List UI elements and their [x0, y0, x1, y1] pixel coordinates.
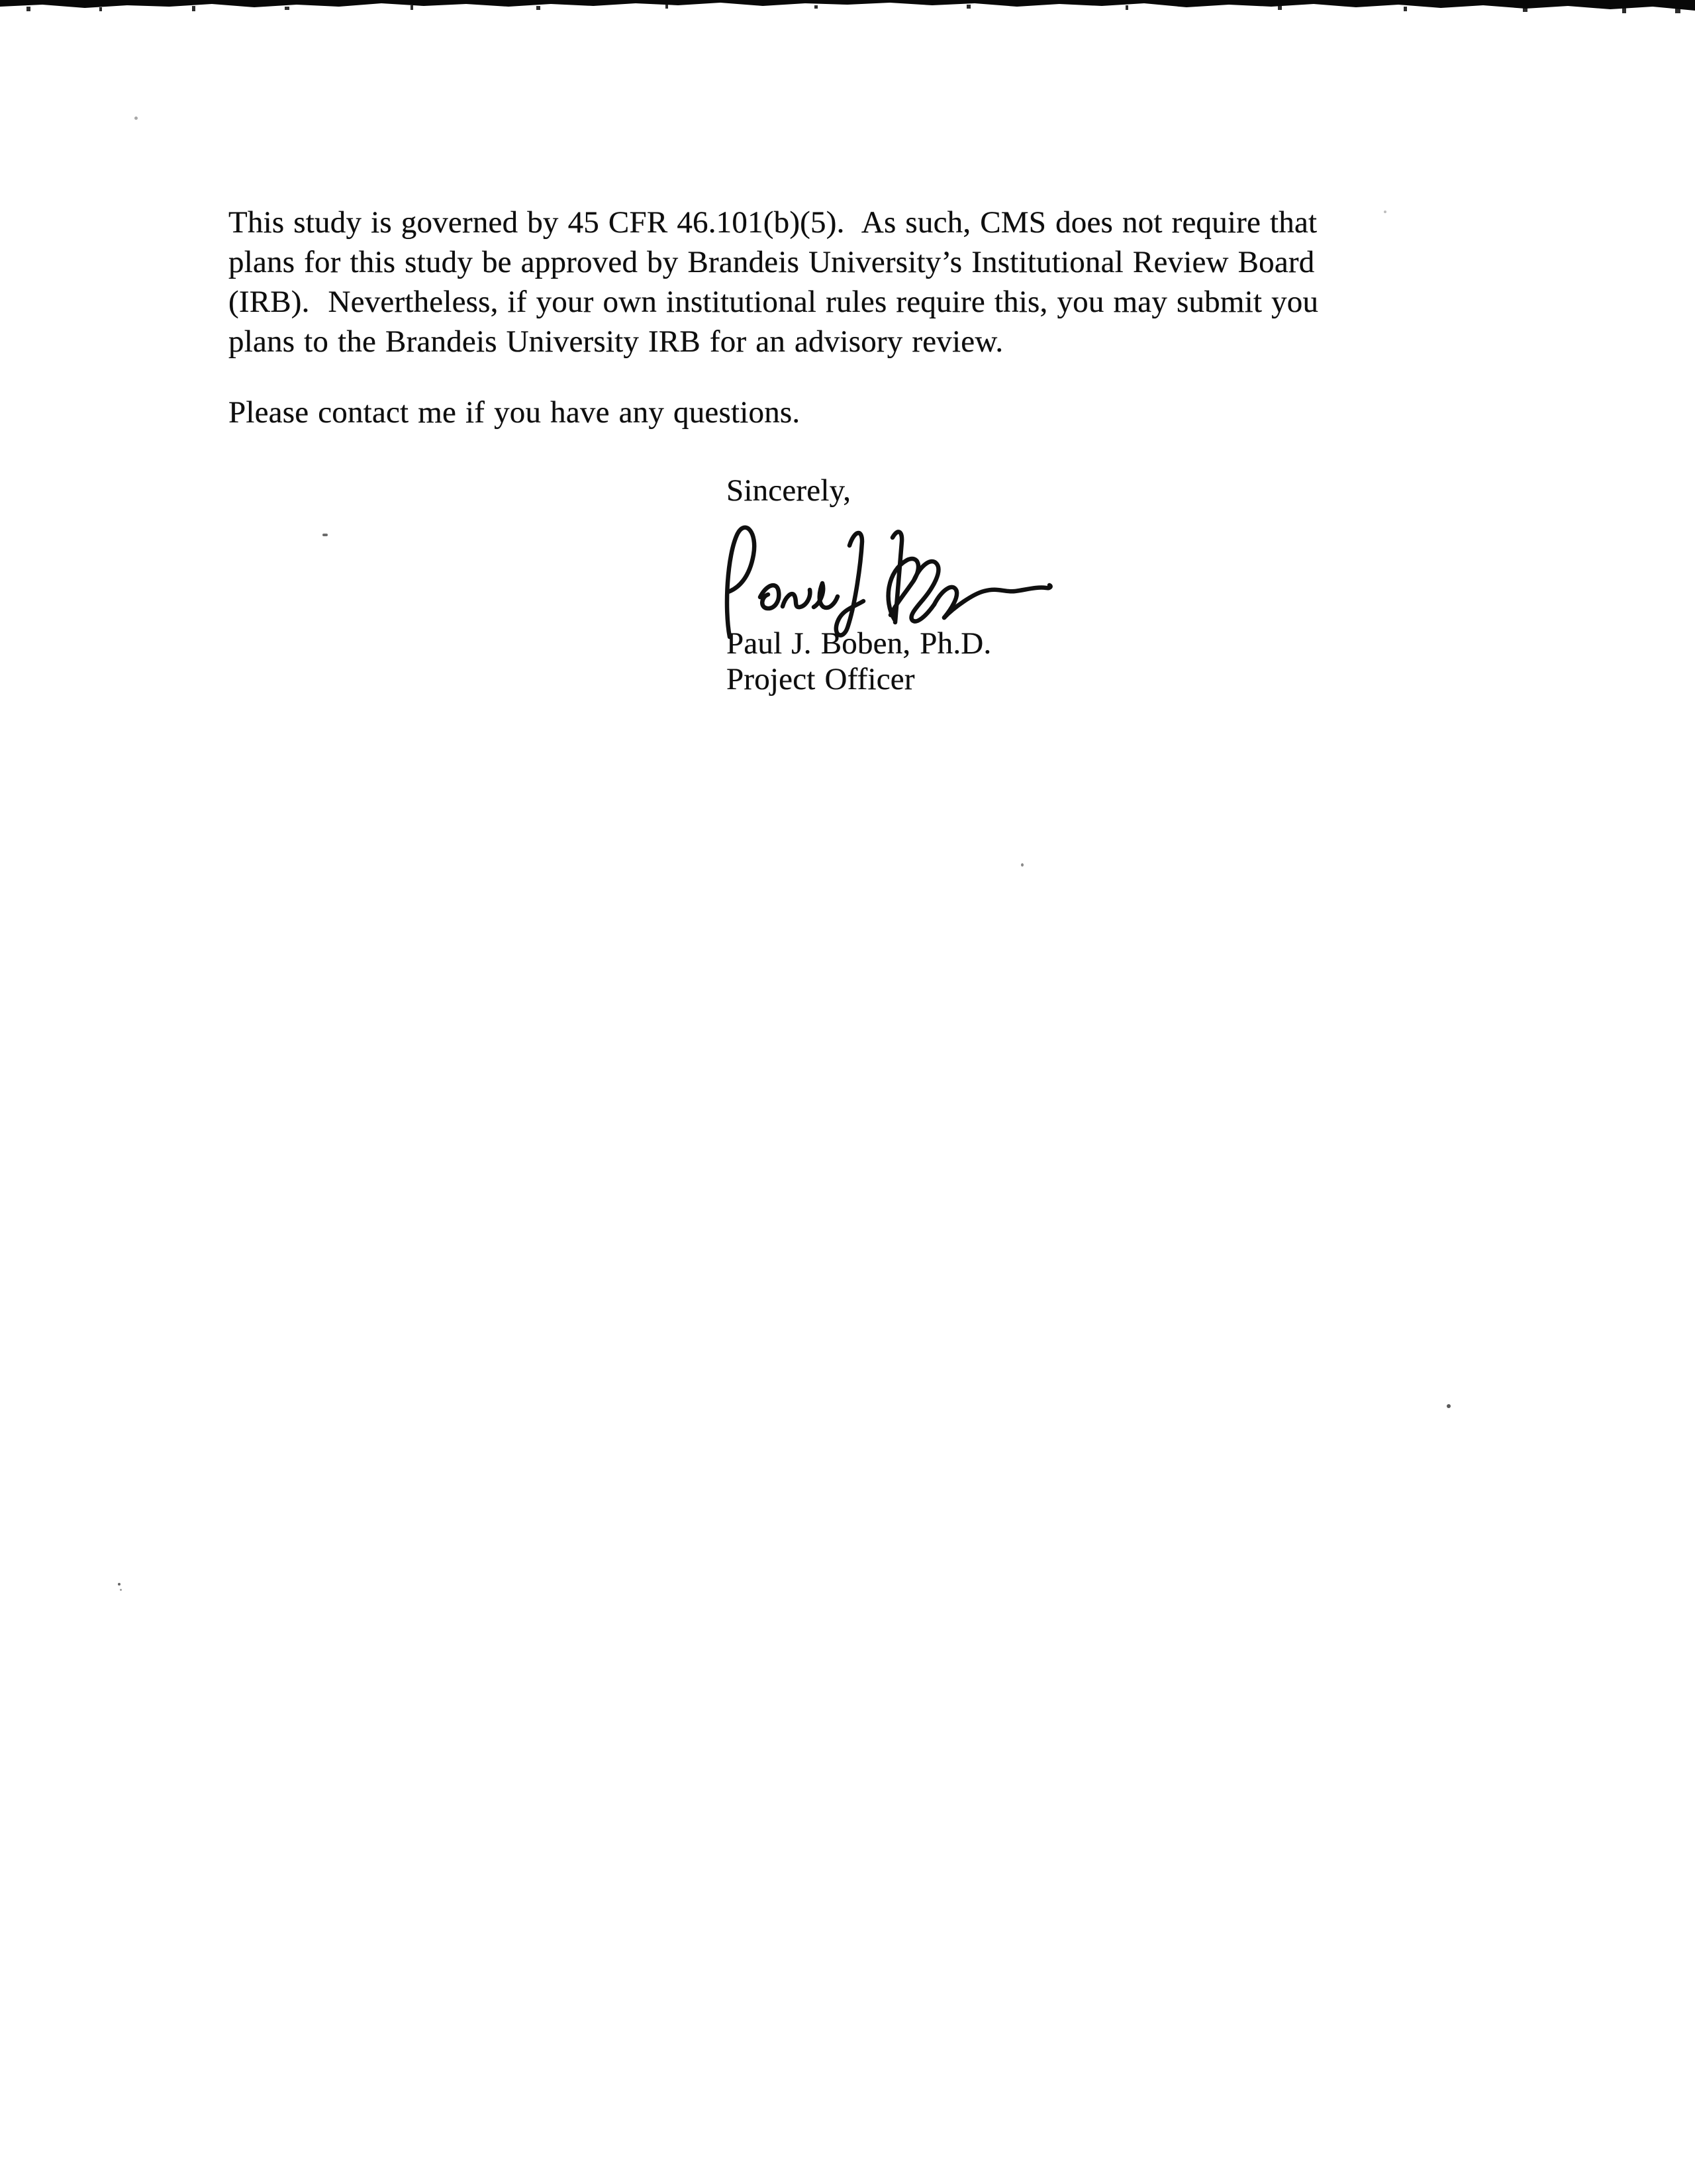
paragraph-line: plans for this study be approved by Brandeis University’s Institutional Review Board [228, 245, 1315, 279]
paragraph-line: plans to the Brandeis University IRB for an advisory review. [228, 324, 1004, 359]
scan-speck [1447, 1404, 1451, 1408]
paragraph-line: This study is governed by 45 CFR 46.101(b)(5). As such, CMS does not require that [228, 205, 1318, 240]
scan-speck [1384, 211, 1386, 213]
signer-name: Paul J. Boben, Ph.D. [726, 626, 992, 661]
scan-speck [1021, 863, 1024, 867]
scan-speck [118, 1583, 121, 1586]
paragraph-line: Please contact me if you have any questions. [228, 395, 800, 430]
closing-text: Sincerely, [726, 473, 851, 508]
body-paragraph-1 [228, 203, 1318, 361]
scan-speck [322, 534, 328, 536]
signature-block [726, 626, 991, 697]
closing-salutation [726, 471, 851, 510]
scan-speck [120, 1589, 122, 1591]
body-paragraph-2 [228, 393, 800, 432]
signer-title: Project Officer [726, 662, 915, 696]
paragraph-line: (IRB). Nevertheless, if your own institutional rules require this, you may submit you [228, 285, 1319, 319]
scan-speck [134, 117, 138, 120]
scan-edge-artifact [0, 0, 1695, 16]
